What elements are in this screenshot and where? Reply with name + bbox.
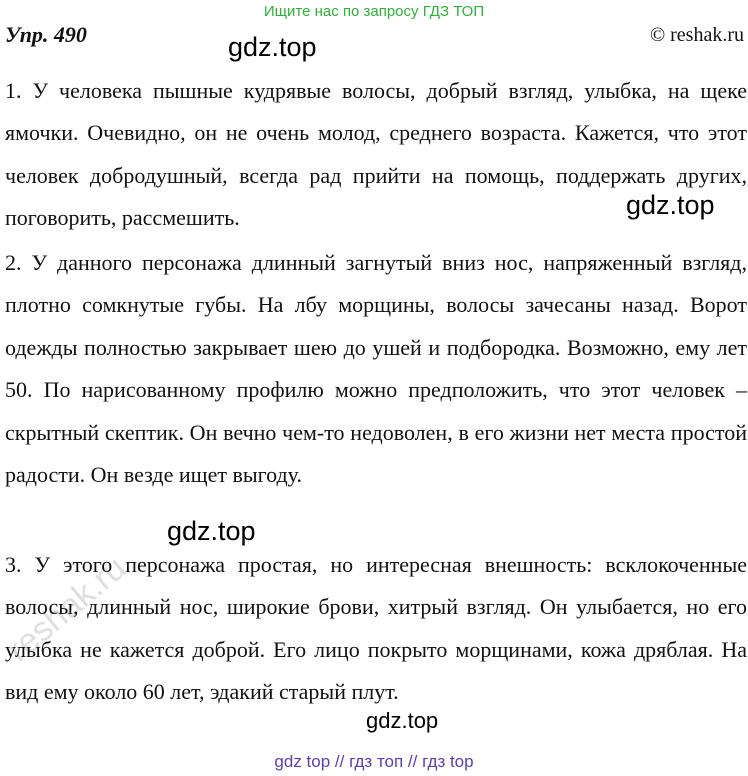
exercise-title: Упр. 490 [5,22,87,47]
top-banner[interactable]: Ищите нас по запросу ГДЗ ТОП [263,3,485,20]
footer-links[interactable]: gdz top // гдз топ // гдз top [274,752,474,771]
gdz-watermark: gdz.top [167,516,256,546]
reshak-watermark: reshak.ru [0,548,134,670]
gdz-watermark: gdz.top [366,708,439,733]
paragraph-1: 1. У человека пышные кудрявые волосы, добрый взгляд, улыбка, на щеке ямочки. Очевидно, он не очень молод, среднего возраста. Кажется, что этот человек добродушный, всегда рад прийти на помощь, поддержать других, поговорить, рассмешить. [5,78,747,231]
paragraph-2: 2. У данного персонажа длинный загнутый вниз нос, напряженный взгляд, плотно сомкнутые губы. На лбу морщины, волосы зачесаны назад. Ворот одежды полностью закрывает шею до ушей и подбородка. Возможно, ему лет 50. По нарисованному профилю можно предположить, что этот человек – скрытный скептик. Он вечно чем-то недоволен, в его жизни нет места простой радости. Он везде ищет выгоду. [5,250,747,488]
copyright: © reshak.ru [649,24,744,46]
paragraph-3: 3. У этого персонажа простая, но интересная внешность: всклокоченные волосы, длинный нос, широкие брови, хитрый взгляд. Он улыбается, но его улыбка не кажется доброй. Его лицо покрыто морщинами, кожа дряблая. На вид ему около 60 лет, эдакий старый плут. [5,552,747,705]
gdz-watermark: gdz.top [228,32,317,62]
gdz-watermark: gdz.top [626,190,715,220]
